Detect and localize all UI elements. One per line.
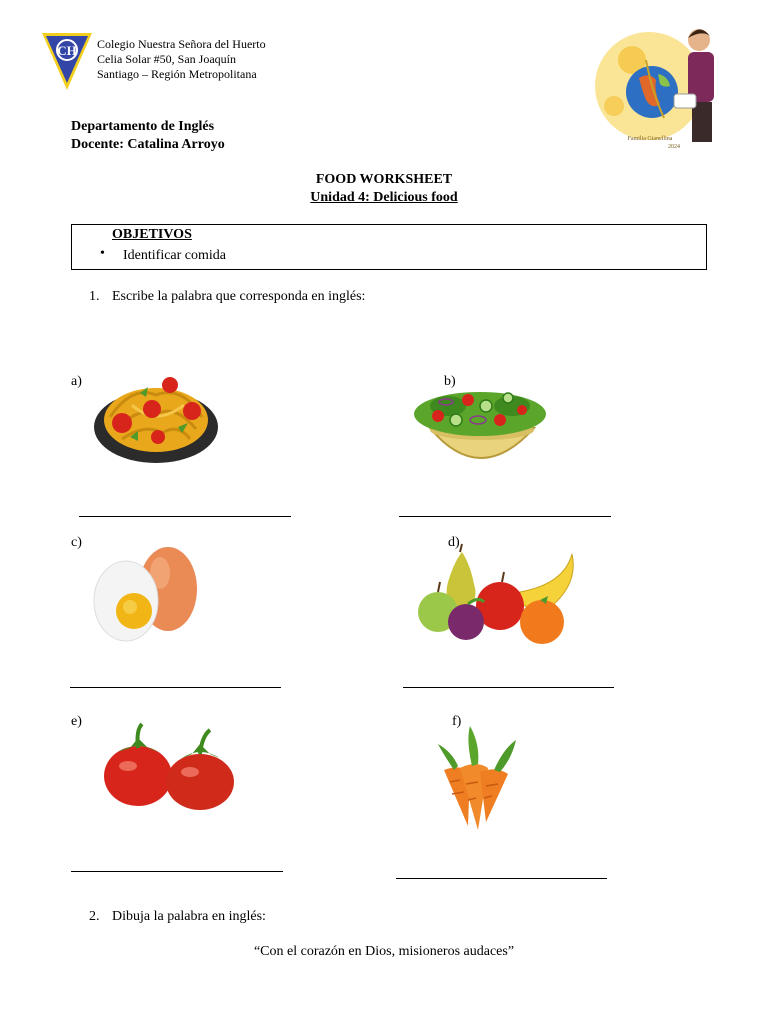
school-logo — [40, 30, 94, 92]
teacher-name: Docente: Catalina Arroyo — [71, 137, 225, 152]
bullet-icon: • — [100, 246, 105, 261]
answer-line-b[interactable] — [399, 516, 611, 517]
question-number: 2. — [89, 909, 100, 924]
school-region: Santiago – Región Metropolitana — [97, 67, 257, 81]
egg-icon — [92, 543, 202, 645]
department-block — [71, 118, 225, 154]
school-name: Colegio Nuestra Señora del Huerto — [97, 37, 266, 51]
objectives-heading: OBJETIVOS — [112, 227, 192, 242]
seal-caption: Familia Gianellina — [627, 136, 673, 142]
item-label-d: d) — [448, 535, 460, 550]
question-text: Escribe la palabra que corresponda en inglés: — [112, 289, 366, 304]
footer-motto: “Con el corazón en Dios, misioneros audaces” — [253, 944, 515, 959]
objectives-box — [71, 224, 707, 270]
seal-year: 2024 — [668, 144, 680, 150]
answer-line-d[interactable] — [403, 687, 614, 688]
item-label-b: b) — [444, 374, 456, 389]
item-label-a: a) — [71, 374, 82, 389]
department-name: Departamento de Inglés — [71, 119, 215, 134]
salad-icon — [408, 376, 552, 470]
worksheet-title: FOOD WORKSHEET — [315, 172, 453, 187]
answer-line-e[interactable] — [71, 871, 283, 872]
item-label-f: f) — [452, 714, 462, 729]
carrots-icon — [430, 718, 526, 834]
item-label-e: e) — [71, 714, 82, 729]
item-label-c: c) — [71, 535, 82, 550]
school-seal-image — [594, 14, 734, 164]
answer-line-f[interactable] — [396, 878, 607, 879]
school-info — [97, 37, 266, 82]
unit-title: Unidad 4: Delicious food — [310, 190, 458, 205]
tomatoes-icon — [98, 718, 242, 812]
answer-line-c[interactable] — [70, 687, 281, 688]
spaghetti-icon — [92, 365, 220, 465]
question-text: Dibuja la palabra en inglés: — [112, 909, 266, 924]
school-logo-initials: CH — [57, 43, 77, 58]
school-address: Celia Solar #50, San Joaquín — [97, 52, 236, 66]
question-number: 1. — [89, 289, 100, 304]
answer-line-a[interactable] — [79, 516, 291, 517]
fruits-icon — [414, 542, 580, 648]
objective-item: Identificar comida — [123, 248, 227, 263]
